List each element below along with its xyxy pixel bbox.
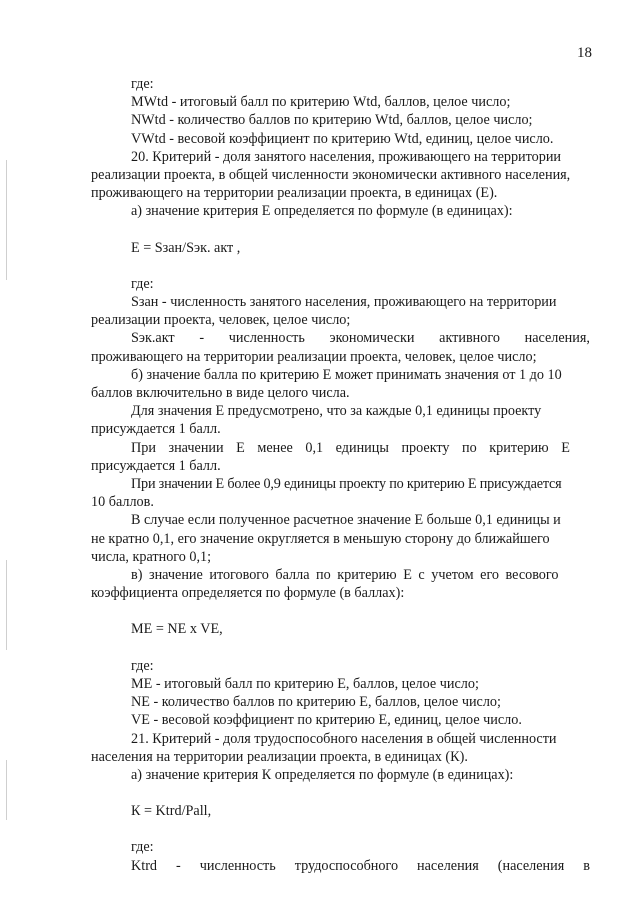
scan-edge-mark [6,160,7,280]
page-number: 18 [577,45,592,61]
criterion-e-rounding: В случае если полученное расчетное значение Е больше 0,1 единицы и [131,512,561,529]
definition-vwtd: VWtd - весовой коэффициент по критерию Wtd, единиц, целое число. [131,130,554,147]
word: в [583,857,590,874]
criterion-20-heading: 20. Критерий - доля занятого населения, проживающего на территории [131,148,562,165]
criterion-e-final-score-intro-cont: коэффициента определяется по формуле (в баллах): [91,585,405,602]
word: населения [417,857,479,874]
word: активного [439,330,500,347]
word: численность [228,330,305,347]
definition-ve: VE - весовой коэффициент по критерию Е, единиц, целое число. [131,712,522,729]
word: экономически [329,330,415,347]
where-label: где: [131,657,154,674]
where-label: где: [131,275,154,292]
definition-nwtd: NWtd - количество баллов по критерию Wtd, баллов, целое число; [131,112,533,129]
formula-k: К = Ktrd/Pall, [131,803,212,820]
definition-ne: NE - количество баллов по критерию Е, баллов, целое число; [131,694,501,711]
word: - [176,857,181,874]
where-label: где: [131,76,154,92]
definition-sek-akt [91,329,590,347]
word: - [199,330,205,347]
criterion-e-score-range-cont: баллов включительно в виде целого числа. [91,385,350,402]
definition-me: МЕ - итоговый балл по критерию Е, баллов, целое число; [131,675,479,692]
definition-szan: Sзан - численность занятого населения, проживающего на территории [131,294,557,311]
word: трудоспособного [294,857,399,874]
word: Sэк.акт [131,330,175,347]
criterion-e-rule-cont: присуждается 1 балл. [91,421,221,438]
criterion-e-rule-max: При значении Е более 0,9 единицы проекту по критерию Е присуждается [131,476,562,493]
word: численность [199,857,276,874]
criterion-20-line: реализации проекта, в общей численности экономически активного населения, [91,167,571,184]
definition-ktrd [91,857,590,875]
formula-me: МЕ = NE x VE, [131,621,223,638]
scan-edge-mark [6,760,7,820]
formula-e: Е = Sзан/Sэк. акт , [131,239,241,256]
criterion-k-formula-intro: а) значение критерия К определяется по формуле (в единицах): [131,766,514,783]
criterion-e-rule: Для значения Е предусмотрено, что за каждые 0,1 единицы проекту [131,403,542,420]
document-body [91,75,590,875]
criterion-e-rounding-cont: не кратно 0,1, его значение округляется в меньшую сторону до ближайшего [91,530,550,547]
criterion-e-rule-min-cont: присуждается 1 балл. [91,457,221,474]
where-label: где: [131,839,154,856]
definition-mwtd: MWtd - итоговый балл по критерию Wtd, баллов, целое число; [131,94,511,111]
criterion-e-final-score-intro: в) значение итогового балла по критерию Е с учетом его весового [131,567,559,584]
word: Ktrd [131,857,158,874]
criterion-e-rounding-cont: числа, кратного 0,1; [91,548,212,565]
criterion-21-line: населения на территории реализации проекта, в единицах (К). [91,748,468,765]
word: населения, [524,330,590,347]
criterion-e-rule-max-cont: 10 баллов. [91,494,154,511]
criterion-e-formula-intro: а) значение критерия Е определяется по формуле (в единицах): [131,203,513,220]
criterion-e-rule-min: При значении Е менее 0,1 единицы проекту по критерию Е [131,439,570,456]
definition-szan-cont: реализации проекта, человек, целое число; [91,312,351,329]
criterion-e-score-range: б) значение балла по критерию Е может принимать значения от 1 до 10 [131,366,562,383]
criterion-20-line: проживающего на территории реализации проекта, в единицах (Е). [91,185,498,202]
definition-sek-akt-cont: проживающего на территории реализации проекта, человек, целое число; [91,348,537,365]
word: (населения [497,857,565,874]
scan-edge-mark [6,560,7,650]
criterion-21-heading: 21. Критерий - доля трудоспособного населения в общей численности [131,730,557,747]
